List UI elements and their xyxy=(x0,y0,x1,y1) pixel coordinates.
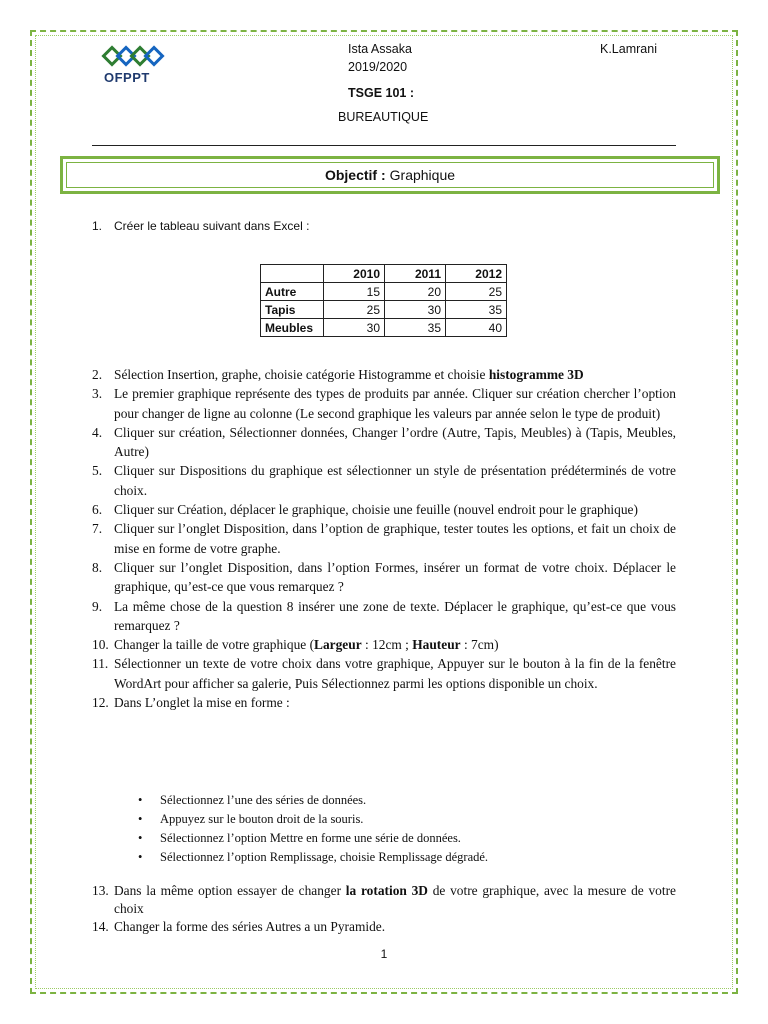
objective-label: Objectif : xyxy=(324,167,386,183)
list-item xyxy=(92,558,676,597)
step-text: Le premier graphique représente des types de produits par année. Cliquer sur création chercher l’option pour changer de ligne au colonne (Le second graphique les valeurs par année selon le type de produit) xyxy=(114,386,676,421)
list-item xyxy=(92,461,676,500)
step-text: Changer la forme des séries Autres a un Pyramide. xyxy=(114,919,386,934)
instruction-list xyxy=(92,365,676,712)
column-header: 2010 xyxy=(324,265,385,283)
table-cell: 30 xyxy=(324,319,385,337)
step-number: 7. xyxy=(92,521,103,537)
table-cell: 15 xyxy=(324,283,385,301)
subject-title: BUREAUTIQUE xyxy=(338,110,429,124)
bullet-item xyxy=(138,848,678,867)
objective-value: Graphique xyxy=(389,167,456,183)
step-text: : 7cm) xyxy=(460,637,499,653)
step-emphasis: Largeur xyxy=(314,637,362,653)
list-item xyxy=(92,882,676,918)
table-header-row xyxy=(261,265,507,283)
step-text: : 12cm ; xyxy=(361,637,413,653)
bullet-item xyxy=(138,810,678,829)
list-item xyxy=(92,654,676,693)
step-text: Cliquer sur l’onglet Disposition, dans l’option de graphique, tester toutes les options, et fait un choix de mise en forme de votre graphe. xyxy=(114,521,676,556)
page-number: 1 xyxy=(380,947,388,961)
bullet-text: Appuyez sur le bouton droit de la souris. xyxy=(160,812,364,826)
step-number: 1. xyxy=(92,219,103,233)
table-cell: 30 xyxy=(385,301,446,319)
table-cell: 40 xyxy=(446,319,507,337)
step-text: Créer le tableau suivant dans Excel : xyxy=(114,219,310,233)
step-number: 11. xyxy=(92,656,109,672)
step-number: 2. xyxy=(92,367,103,382)
table-row xyxy=(261,301,507,319)
row-header: Tapis xyxy=(261,301,324,319)
step-number: 9. xyxy=(92,598,103,614)
step-emphasis: histogramme 3D xyxy=(488,367,584,382)
column-header: 2011 xyxy=(385,265,446,283)
table-cell: 25 xyxy=(324,301,385,319)
data-table xyxy=(260,264,507,337)
list-item xyxy=(92,635,676,654)
bullet-list xyxy=(138,791,678,867)
bullet-item xyxy=(138,829,678,848)
header-divider xyxy=(92,145,676,146)
bullet-icon: • xyxy=(138,850,143,864)
step-text: Changer la taille de votre graphique ( xyxy=(114,637,315,653)
table-row xyxy=(261,283,507,301)
step-text: Cliquer sur l’onglet Disposition, dans l’option Formes, insérer un format de votre choix. Déplacer le graphique, qu’est-ce que vous remarquez ? xyxy=(114,559,676,595)
list-item xyxy=(92,693,676,712)
step-text: Dans L’onglet la mise en forme : xyxy=(114,695,290,711)
bullet-icon: • xyxy=(138,831,143,845)
bullet-text: Sélectionnez l’option Mettre en forme une série de données. xyxy=(160,831,461,845)
list-item xyxy=(92,918,676,936)
bullet-item xyxy=(138,791,678,810)
step-text: Sélection Insertion, graphe, choisie catégorie Histogramme et choisie xyxy=(114,367,489,382)
logo-text: OFPPT xyxy=(104,70,150,85)
step-text: Cliquer sur Dispositions du graphique est sélectionner un style de présentation prédéterminés de votre choix. xyxy=(114,463,676,498)
step-text: Cliquer sur création, Sélectionner données, Changer l’ordre (Autre, Tapis, Meubles) à (Tapis, Meubles, Autre) xyxy=(114,424,676,460)
row-header: Autre xyxy=(261,283,324,301)
list-item xyxy=(92,384,676,423)
table-cell: 25 xyxy=(446,283,507,301)
step-text: Cliquer sur Création, déplacer le graphique, choisie une feuille (nouvel endroit pour le graphique) xyxy=(114,502,638,518)
bullet-icon: • xyxy=(138,812,143,826)
bullet-text: Sélectionnez l’option Remplissage, choisie Remplissage dégradé. xyxy=(160,850,489,864)
step-text: Sélectionner un texte de votre choix dans votre graphique, Appuyer sur le bouton à la fin de la fenêtre WordArt pour afficher sa galerie, Puis Sélectionnez parmi les options disponible un choix. xyxy=(114,656,676,691)
row-header: Meubles xyxy=(261,319,324,337)
table-cell: 35 xyxy=(446,301,507,319)
step-emphasis: Hauteur xyxy=(412,637,461,653)
step-text: de votre graphique, avec la mesure de votre choix xyxy=(114,883,676,916)
table-cell: 20 xyxy=(385,283,446,301)
step-number: 10. xyxy=(92,637,109,653)
school-name: Ista Assaka xyxy=(348,42,412,56)
step-number: 5. xyxy=(92,463,103,479)
school-year: 2019/2020 xyxy=(348,60,408,74)
bullet-icon: • xyxy=(138,793,143,807)
list-item xyxy=(92,365,676,384)
step-number: 8. xyxy=(92,559,103,575)
column-header: 2012 xyxy=(446,265,507,283)
step-number: 6. xyxy=(92,502,103,518)
step-number: 3. xyxy=(92,386,103,402)
step-text: La même chose de la question 8 insérer une zone de texte. Déplacer le graphique, qu’est-ce que vous remarquez ? xyxy=(114,598,676,633)
course-code: TSGE 101 : xyxy=(348,86,414,100)
list-item xyxy=(92,500,676,519)
table-cell: 35 xyxy=(385,319,446,337)
table-row xyxy=(261,319,507,337)
objective-box xyxy=(60,156,720,194)
step-text: Dans la même option essayer de changer xyxy=(114,883,346,898)
list-item xyxy=(92,519,676,558)
table-corner-cell xyxy=(261,265,324,283)
step-emphasis: la rotation 3D xyxy=(345,883,428,898)
list-item xyxy=(92,423,676,462)
step-number: 4. xyxy=(92,424,103,440)
step-number: 12. xyxy=(92,695,109,711)
list-item xyxy=(92,597,676,636)
step-number: 14. xyxy=(92,919,109,934)
instruction-list-continued xyxy=(92,882,676,936)
bullet-text: Sélectionnez l’une des séries de données. xyxy=(160,793,367,807)
step-1 xyxy=(92,219,309,233)
step-number: 13. xyxy=(92,883,109,898)
author-name: K.Lamrani xyxy=(600,42,657,56)
